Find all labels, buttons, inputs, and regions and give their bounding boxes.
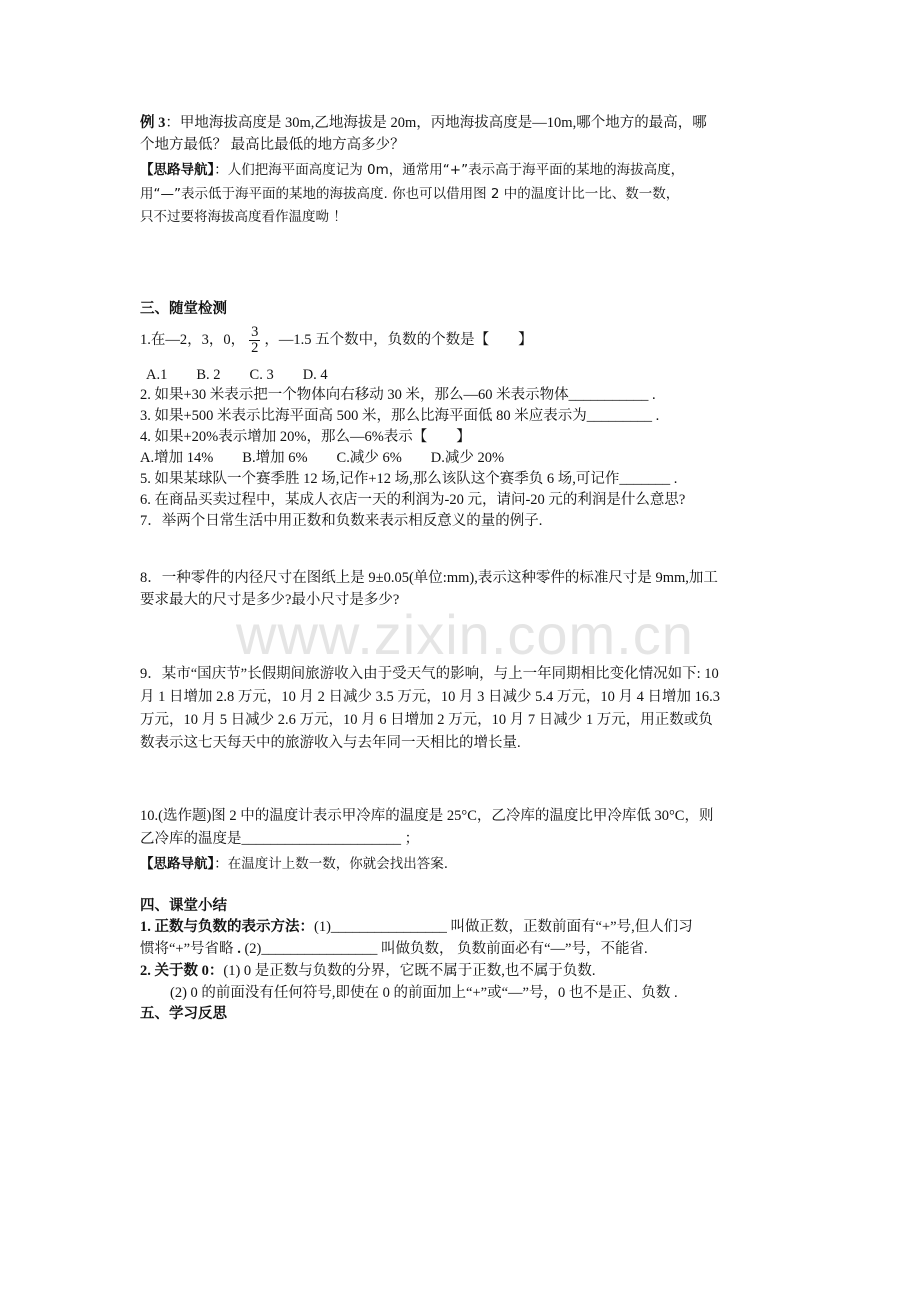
q9-line3: 万元，10 月 5 日减少 2.6 万元，10 月 6 日增加 2 万元，10 月 7 日减少 1 万元，用正数或负 [140,712,713,728]
section5-title: 五、学习反思 [140,1006,227,1022]
summary1-line1: 1. 正数与负数的表示方法：(1)________________ 叫做正数，正数前面有“+”号,但人们习 [140,919,693,935]
q9-line2: 月 1 日增加 2.8 万元，10 月 2 日减少 3.5 万元，10 月 3 日减少 5.4 万元，10 月 4 日增加 16.3 [140,689,720,705]
example3-label: 例 3 [140,115,166,131]
q1-options: A.1 B. 2 C. 3 D. 4 [146,367,328,383]
q3: 3. 如果+500 米表示比海平面高 500 米，那么比海平面低 80 米应表示为_________ . [140,408,660,424]
summary1-line2: 惯将“+”号省略 . (2)________________ 叫做负数， 负数前面必有“—”号，不能省. [140,941,648,957]
q1: 1.在—2，3，0， $\frac{3}{2}$ ，—1.5 五个数中，负数的个数是【 】 [140,324,533,357]
watermark: www.zixin.com.cn [236,603,694,666]
hint1-line1: 【思路导航】：人们把海平面高度记为 0m，通常用“+”表示高于海平面的某地的海拔高度， [140,162,685,178]
section4-title: 四、课堂小结 [140,898,227,914]
summary2-line1: 2. 关于数 0：(1) 0 是正数与负数的分界，它既不属于正数,也不属于负数. [140,963,596,979]
q10-line2: 乙冷库的温度是______________________ ； [140,831,420,847]
q9-line4: 数表示这七天每天中的旅游收入与去年同一天相比的增长量. [140,735,521,751]
q6: 6. 在商品买卖过程中，某成人衣店一天的利润为-20 元，请问-20 元的利润是什么意思? [140,492,686,508]
q2: 2. 如果+30 米表示把一个物体向右移动 30 米，那么—60 米表示物体___________ . [140,387,656,403]
q7: 7．举两个日常生活中用正数和负数来表示相反意义的量的例子. [140,513,543,529]
example3-line1: 例 3：甲地海拔高度是 30m,乙地海拔是 20m，丙地海拔高度是—10m,哪个地方的最高，哪 [140,115,707,131]
summary1-label: 1. 正数与负数的表示方法： [140,919,314,935]
q1-fraction: $\frac{3}{2}$ [251,324,259,357]
q8-line1: 8．一种零件的内径尺寸在图纸上是 9±0.05(单位:mm),表示这种零件的标准尺寸是 9mm,加工 [140,570,718,586]
q10-line1: 10.(选作题)图 2 中的温度计表示甲冷库的温度是 25°C，乙冷库的温度比甲冷库低 30°C，则 [140,808,714,824]
summary2-label: 2. 关于数 0： [140,963,224,979]
q8-line2: 要求最大的尺寸是多少?最小尺寸是多少? [140,592,400,608]
q5: 5. 如果某球队一个赛季胜 12 场,记作+12 场,那么该队这个赛季负 6 场,可记作_______ . [140,471,678,487]
hint1-label: 【思路导航】 [140,162,215,178]
summary2-line2: (2) 0 的前面没有任何符号,即使在 0 的前面加上“+”或“—”号，0 也不是正、负数 . [170,985,678,1001]
hint1-line3: 只不过要将海拔高度看作温度呦 ！ [140,209,347,225]
q4: 4. 如果+20%表示增加 20%，那么—6%表示【 】 [140,429,471,445]
hint2-label: 【思路导航】 [140,856,215,872]
q4-options: A.增加 14% B.增加 6% C.减少 6% D.减少 20% [140,450,505,466]
section3-title: 三、随堂检测 [140,301,227,317]
example3-line2: 个地方最低？ 最高比最低的地方高多少？ [140,137,405,153]
q9-line1: 9．某市“国庆节”长假期间旅游收入由于受天气的影响，与上一年同期相比变化情况如下: 10 [140,666,719,682]
hint1-line2: 用“—”表示低于海平面的某地的海拔高度. 你也可以借用图 2 中的温度计比一比、数一数， [140,186,680,202]
hint2: 【思路导航】：在温度计上数一数，你就会找出答案. [140,856,449,872]
